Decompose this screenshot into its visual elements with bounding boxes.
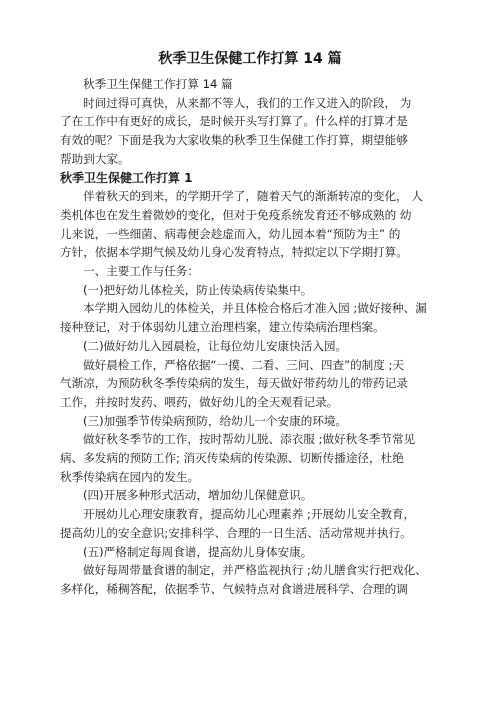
section-heading: 秋季卫生保健工作打算 1 [60,170,193,185]
paragraph-line: 一、主要工作与任务： [83,264,199,278]
paragraph-line: 有效的呢？下面是我为大家收集的秋季卫生保健工作打算，期望能够 [60,133,408,148]
paragraph-line: 了在工作中有更好的成长，是时候开头写打算了。什么样的打算才是 [60,114,408,129]
paragraph-line: 类机体也在发生着微妙的变化，但对于免疫系统发育还不够成熟的 幼 [60,207,412,222]
paragraph-line: 做好每周带量食谱的制定，并严格监视执行 ;幼儿膳食实行把戏化、 [83,563,427,578]
paragraph-line: 提高幼儿的安全意识;安排科学、合理的一日生活、活动常规并执行。 [60,525,412,540]
paragraph-line: 工作，并按时发药、喂药，做好幼儿的全天观看记录。 [60,394,339,409]
document-title: 秋季卫生保健工作打算 14 篇 [158,51,342,67]
paragraph-line: 伴着秋天的到来，的学期开学了，随着天气的渐渐转凉的变化， 人 [83,189,423,204]
paragraph-line: (一)把好幼儿体检关，防止传染病传染集中。 [83,282,313,297]
paragraph-line: 时间过得可真快，从来都不等人，我们的工作又进入的阶段， 为 [83,95,412,110]
paragraph-line: 气渐凉，为预防秋冬季传染病的发生，每天做好带药幼儿的带药记录 [60,376,408,391]
paragraph-line: 秋季传染病在园内的发生。 [60,469,200,484]
paragraph-line: 帮助到大家。 [60,151,130,166]
paragraph-line: 儿来说，一些细菌、病毒便会趁虚而入，幼儿园本着“预防为主” 的 [60,226,401,241]
paragraph-line: 做好秋冬季节的工作，按时帮幼儿脱、添衣服 ;做好秋冬季节常见 [83,432,416,447]
paragraph-line: 做好晨检工作，严格依据“一摸、二看、三问、四查”的制度 ;天 [83,357,405,372]
paragraph-line: (五)严格制定每周食谱，提高幼儿身体安康。 [83,544,313,559]
paragraph-line: (二)做好幼儿入园晨检，让每位幼儿安康快活入园。 [83,338,348,353]
paragraph-line: 病、多发病的预防工作; 消灭传染病的传染源、切断传播途径，杜绝 [60,451,404,465]
paragraph-line: 多样化，稀稠答配，依据季节、气候特点对食谱进展科学、合理的调 [60,581,408,596]
paragraph-line: 方针，依据本学期气候及幼儿身心发育特点，特拟定以下学期打算。 [60,245,408,260]
paragraph-line: (四)开展多种形式活动，增加幼儿保健意识。 [83,488,313,503]
paragraph-line: 开展幼儿心理安康教育，提高幼儿心理素养 ;开展幼儿安全教育， [83,507,416,522]
paragraph-line: (三)加强季节传染病预防，给幼儿一个安康的环境。 [83,413,348,428]
paragraph-line: 本学期入园幼儿的体检关，并且体检合格后才准入园 ;做好接种、漏 [83,301,427,316]
paragraph-line: 秋季卫生保健工作打算 14 篇 [83,77,233,91]
paragraph-line: 接种登记，对于体弱幼儿建立治理档案，建立传染病治理档案。 [60,320,385,335]
